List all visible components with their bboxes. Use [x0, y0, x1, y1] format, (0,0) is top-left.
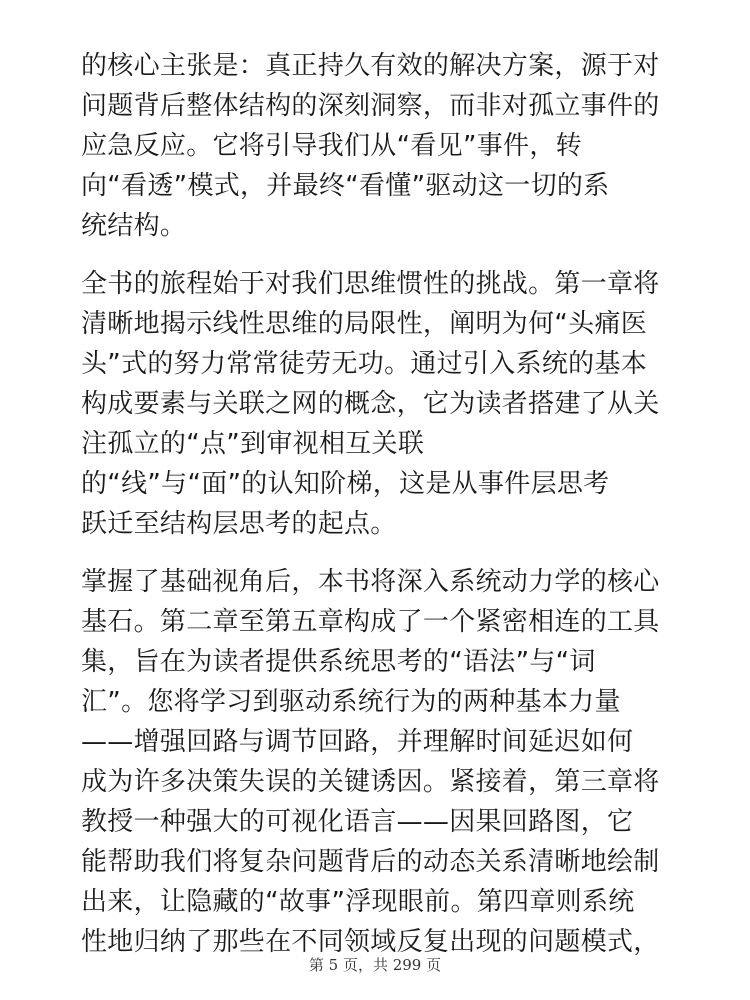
text-line: 性地归纳了那些在不同领域反复出现的问题模式，: [81, 927, 660, 957]
text-line: 集，旨在为读者提供系统思考的“语法”与“词: [81, 647, 596, 677]
text-line: 跃迁至结构层思考的起点。: [81, 509, 397, 539]
text-line: 基石。第二章至第五章构成了一个紧密相连的工具: [81, 607, 660, 637]
paragraph-1: [81, 46, 681, 246]
text-line: 头”式的努力常常徒劳无功。通过引入系统的基本: [81, 349, 648, 379]
text-line: 成为许多决策失误的关键诱因。紧接着，第三章将: [81, 767, 660, 797]
text-line: 能帮助我们将复杂问题背后的动态关系清晰地绘制: [81, 847, 660, 877]
body-text: [81, 46, 681, 980]
text-line: 全书的旅程始于对我们思维惯性的挑战。第一章将: [81, 269, 660, 299]
text-line: ——增强回路与调节回路，并理解时间延迟如何: [81, 727, 634, 757]
text-line: 问题背后整体结构的深刻洞察，而非对孤立事件的: [81, 91, 660, 121]
text-line: 应急反应。它将引导我们从“看见”事件，转: [81, 131, 582, 161]
text-line: 统结构。: [81, 211, 187, 241]
text-line: 掌握了基础视角后，本书将深入系统动力学的核心: [81, 567, 660, 597]
text-line: 清晰地揭示线性思维的局限性，阐明为何“头痛医: [81, 309, 648, 339]
text-line: 构成要素与关联之网的概念，它为读者搭建了从关: [81, 389, 660, 419]
text-line: 汇”。您将学习到驱动系统行为的两种基本力量: [81, 687, 621, 717]
text-line: 注孤立的“点”到审视相互关联: [81, 429, 425, 459]
text-line: 的“线”与“面”的认知阶梯，这是从事件层思考: [81, 469, 610, 499]
text-line: 出来，让隐藏的“故事”浮现眼前。第四章则系统: [81, 887, 635, 917]
text-line: 向“看透”模式，并最终“看懂”驱动这一切的系: [81, 171, 610, 201]
paragraph-2: [81, 264, 681, 544]
text-line: 的核心主张是：真正持久有效的解决方案，源于对: [81, 51, 660, 81]
page-number: 第 5 页，共 299 页: [308, 956, 442, 974]
text-line: 教授一种强大的可视化语言——因果回路图，它: [81, 807, 634, 837]
paragraph-3: [81, 562, 681, 962]
